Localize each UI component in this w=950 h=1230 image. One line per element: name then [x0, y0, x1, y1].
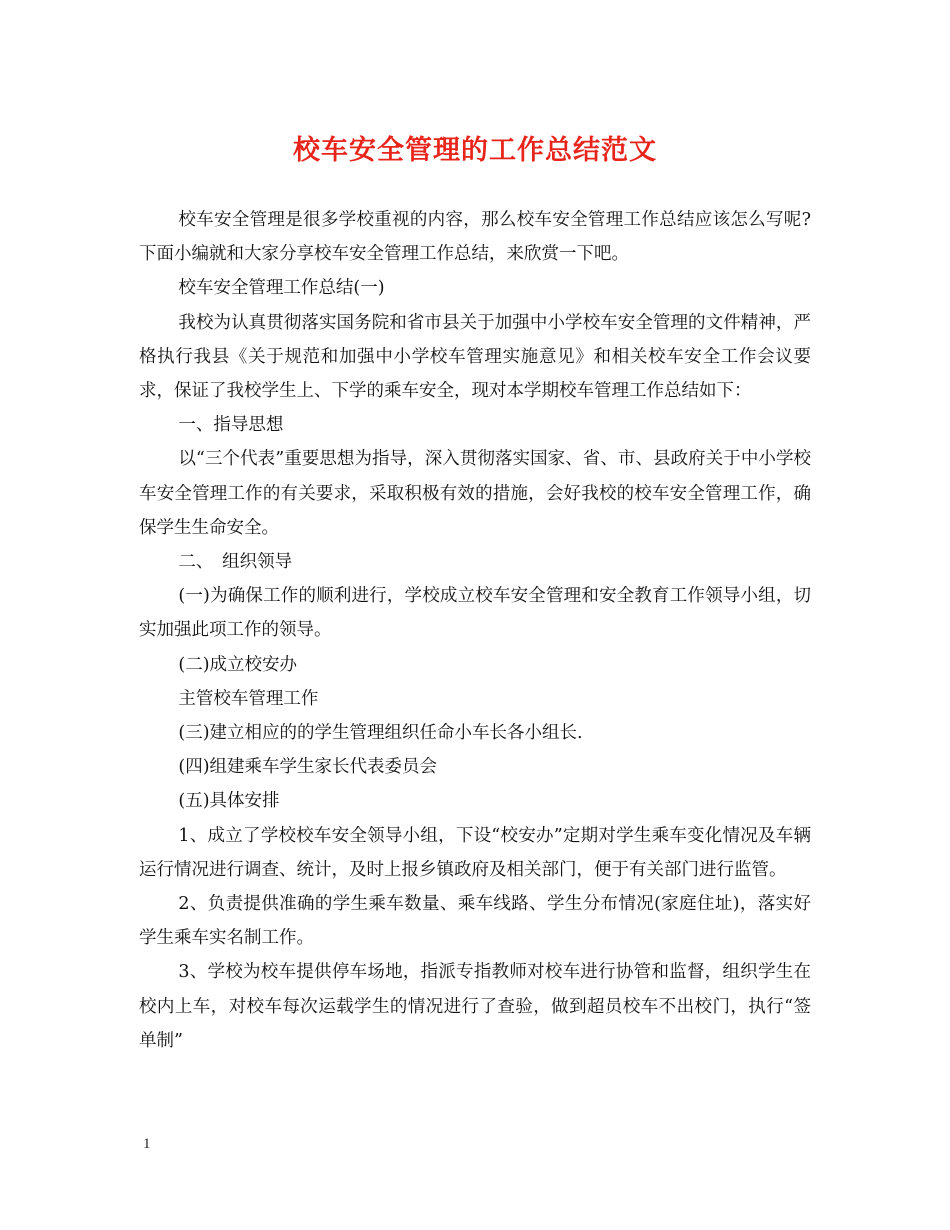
- paragraph-organization-4: (四)组建乘车学生家长代表委员会: [178, 757, 438, 778]
- section-heading-organization: 二、 组织领导: [178, 552, 293, 573]
- section-heading-guiding-ideology: 一、指导思想: [178, 415, 284, 436]
- paragraph-arrangement-3: 3、学校为校车提供停车场地，指派专指教师对校车进行协管和监督，组织学生在校内上车，对校车每次运载学生的情况进行了查验，做到超员校车不出校门，执行“签单制”: [139, 962, 811, 1051]
- paragraph-arrangement-1: 1、成立了学校校车安全领导小组，下设“校安办”定期对学生乘车变化情况及车辆运行情况进行调查、统计，及时上报乡镇政府及相关部门，便于有关部门进行监管。: [139, 825, 811, 880]
- document-body: [139, 203, 811, 1058]
- section-heading-summary-one: 校车安全管理工作总结(一): [178, 278, 385, 299]
- paragraph-organization-3: (三)建立相应的的学生管理组织任命小车长各小组长.: [178, 723, 583, 744]
- document-title: 校车安全管理的工作总结范文: [293, 135, 657, 166]
- page-number: 1: [143, 1136, 151, 1152]
- paragraph-arrangement-2: 2、负责提供准确的学生乘车数量、乘车线路、学生分布情况(家庭住址)，落实好学生乘车实名制工作。: [139, 894, 811, 949]
- paragraph-intro: 校车安全管理是很多学校重视的内容，那么校车安全管理工作总结应该怎么写呢?下面小编就和大家分享校车安全管理工作总结，来欣赏一下吧。: [139, 210, 811, 265]
- paragraph-overview: 我校为认真贯彻落实国务院和省市县关于加强中小学校车安全管理的文件精神，严格执行我县《关于规范和加强中小学校车管理实施意见》和相关校车安全工作会议要求，保证了我校学生上、下学的乘车安全，现对本学期校车管理工作总结如下：: [139, 312, 811, 402]
- paragraph-organization-2: (二)成立校安办: [178, 654, 298, 675]
- paragraph-organization-5: (五)具体安排: [178, 791, 280, 812]
- paragraph-organization-2-detail: 主管校车管理工作: [178, 688, 319, 709]
- paragraph-guiding-ideology: 以“三个代表”重要思想为指导，深入贯彻落实国家、省、市、县政府关于中小学校车安全管理工作的有关要求，采取积极有效的措施，会好我校的校车安全管理工作，确保学生生命安全。: [139, 449, 811, 538]
- paragraph-organization-1: (一)为确保工作的顺利进行，学校成立校车安全管理和安全教育工作领导小组，切实加强此项工作的领导。: [139, 586, 811, 641]
